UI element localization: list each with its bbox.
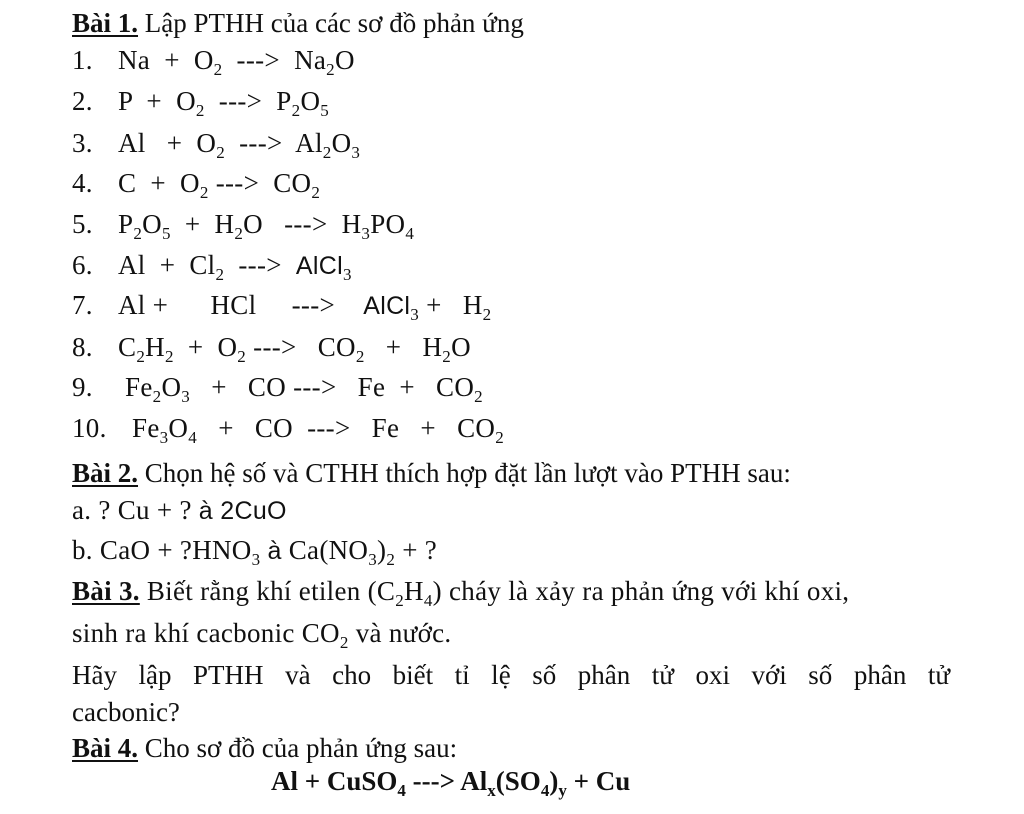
formula-text: + xyxy=(190,372,248,402)
bai4-eq-s2: x xyxy=(487,781,496,800)
formula-text: Al + xyxy=(118,290,169,320)
equation-number: 7. xyxy=(72,290,93,320)
formula-text: AlCl xyxy=(295,252,343,280)
subscript: 2 xyxy=(164,347,174,366)
formula-text: H xyxy=(462,290,483,320)
subscript: 2 xyxy=(213,60,223,79)
formula-text: CO xyxy=(436,372,475,402)
bai4-eq-p1: Al + CuSO xyxy=(271,766,398,796)
bai3-label: Bài 3. xyxy=(72,576,140,606)
subscript: 3 xyxy=(351,143,361,162)
subscript: 2 xyxy=(355,347,365,366)
subscript: 2 xyxy=(326,60,335,79)
bai1-equation-10 xyxy=(72,413,504,447)
bai3-line2-sub: 2 xyxy=(339,633,349,652)
bai3-line4: cacbonic? xyxy=(72,697,180,727)
subscript: 2 xyxy=(495,428,504,447)
formula-text: CO xyxy=(457,413,496,443)
bai2-b-sub3: 2 xyxy=(386,550,396,569)
formula-text: ---> xyxy=(225,128,296,158)
bai3-line1b: H xyxy=(404,576,424,606)
formula-text: O xyxy=(243,209,263,239)
formula-text: H xyxy=(214,209,235,239)
bai2-b-rest3: + ? xyxy=(395,535,438,565)
subscript: 2 xyxy=(322,143,332,162)
formula-text: Fe + xyxy=(343,372,437,402)
bai3-line3: Hãy lập PTHH và cho biết tỉ lệ số phân tử oxi với số phân tử xyxy=(72,660,950,690)
formula-text: ---> xyxy=(224,250,296,280)
formula-text: Fe xyxy=(132,413,160,443)
formula-text: C xyxy=(118,168,137,198)
subscript: 4 xyxy=(188,428,198,447)
formula-text: + xyxy=(173,332,218,362)
bai1-equation-5 xyxy=(72,209,415,243)
equation-number: 1. xyxy=(72,45,93,75)
bai1-heading xyxy=(72,10,524,37)
formula-text: + xyxy=(364,332,423,362)
bai3-line2b: và nước. xyxy=(348,618,452,648)
bai2-b-rest1: Ca(NO xyxy=(281,535,369,565)
formula-text: Na xyxy=(294,45,327,75)
bai4-label: Bài 4. xyxy=(72,733,139,763)
formula-text: + xyxy=(136,168,181,198)
bai1-equation-8 xyxy=(72,332,471,366)
bai2-title: Chọn hệ số và CTHH thích hợp đặt lần lượt vào PTHH sau: xyxy=(138,458,791,488)
bai4-eq-p5: + Cu xyxy=(566,766,631,796)
subscript: 2 xyxy=(291,101,301,120)
formula-text: ---> xyxy=(204,86,277,116)
formula-text: Cl xyxy=(189,250,216,280)
equation-number: 4. xyxy=(72,168,93,198)
equation-number: 6. xyxy=(72,250,93,280)
bai3-line2 xyxy=(72,618,452,652)
formula-text: P xyxy=(118,209,134,239)
subscript: 3 xyxy=(361,224,371,243)
formula-text: HCl ---> xyxy=(168,290,364,320)
bai2-item-a xyxy=(72,497,287,524)
bai2-heading xyxy=(72,460,791,487)
bai3-line1-sub2: 4 xyxy=(423,591,433,610)
equation-number: 8. xyxy=(72,332,93,362)
equation-number: 3. xyxy=(72,128,93,158)
bai4-eq-p4: ) xyxy=(549,766,559,796)
subscript: 2 xyxy=(136,347,146,366)
bai4-eq-p3: (SO xyxy=(495,766,541,796)
equation-number: 10. xyxy=(72,413,107,443)
subscript: 2 xyxy=(474,387,483,406)
equation-number: 9. xyxy=(72,372,93,402)
formula-text: O xyxy=(180,168,200,198)
subscript: 2 xyxy=(216,143,226,162)
formula-text: CO ---> xyxy=(247,372,344,402)
bai2-b-sub1: 3 xyxy=(251,550,261,569)
bai4-eq-s4: y xyxy=(558,781,567,800)
formula-text: C xyxy=(118,332,137,362)
formula-text: PO xyxy=(370,209,406,239)
subscript: 3 xyxy=(181,387,191,406)
formula-text: O xyxy=(168,413,189,443)
formula-text: ---> xyxy=(246,332,318,362)
bai3-line2a: sinh ra khí cacbonic CO xyxy=(72,618,340,648)
formula-text: + xyxy=(419,290,463,320)
bai1-equation-9 xyxy=(72,372,483,406)
formula-text: ---> xyxy=(208,168,274,198)
formula-text: O xyxy=(217,332,238,362)
bai2-b-sub2: 3 xyxy=(368,550,378,569)
formula-text: O xyxy=(196,128,217,158)
subscript: 4 xyxy=(405,224,415,243)
bai1-equation-4 xyxy=(72,168,321,202)
subscript: 3 xyxy=(159,428,169,447)
formula-text: P xyxy=(276,86,292,116)
formula-text: Fe xyxy=(118,372,153,402)
formula-text: O xyxy=(176,86,196,116)
formula-text: Na xyxy=(118,45,151,75)
formula-text: Al xyxy=(295,128,323,158)
formula-text: AlCl xyxy=(363,292,411,320)
equation-number: 5. xyxy=(72,209,93,239)
formula-text: O xyxy=(193,45,214,75)
formula-text: + xyxy=(132,86,177,116)
formula-text: O xyxy=(334,45,355,75)
formula-text: O xyxy=(142,209,162,239)
bai3-line1a: Biết rằng khí etilen (C xyxy=(139,576,396,606)
formula-text: CO xyxy=(273,168,312,198)
formula-text: + xyxy=(170,209,215,239)
bai2-label: Bài 2. xyxy=(72,458,139,488)
formula-text: H xyxy=(341,209,362,239)
bai3-line1-sub1: 2 xyxy=(395,591,405,610)
formula-text: O xyxy=(300,86,321,116)
subscript: 2 xyxy=(482,305,492,324)
bai3-line1 xyxy=(72,576,850,610)
bai4-title: Cho sơ đồ của phản ứng sau: xyxy=(138,733,458,763)
formula-text: + xyxy=(150,45,194,75)
subscript: 5 xyxy=(161,224,171,243)
formula-text: H xyxy=(422,332,443,362)
bai2-b-arrow: à xyxy=(267,537,282,565)
bai2-b-rest2: ) xyxy=(377,535,387,565)
formula-text: ---> xyxy=(222,45,295,75)
subscript: 2 xyxy=(311,183,321,202)
bai1-equation-7 xyxy=(72,290,492,324)
formula-text: P xyxy=(118,86,133,116)
bai2-item-b xyxy=(72,535,438,569)
bai1-label: Bài 1. xyxy=(72,8,139,38)
subscript: 5 xyxy=(320,101,330,120)
formula-text: CO ---> xyxy=(254,413,358,443)
equation-number: 2. xyxy=(72,86,93,116)
subscript: 2 xyxy=(195,101,205,120)
subscript: 2 xyxy=(152,387,162,406)
bai2-a-rest: 2CuO xyxy=(213,497,287,525)
bai2-a-arrow: à xyxy=(198,497,214,525)
formula-text: + xyxy=(197,413,255,443)
subscript: 2 xyxy=(234,224,244,243)
subscript: 3 xyxy=(410,305,420,324)
subscript: 2 xyxy=(237,347,247,366)
formula-text: CO xyxy=(317,332,356,362)
subscript: 2 xyxy=(199,183,209,202)
formula-text: O xyxy=(451,332,471,362)
subscript: 2 xyxy=(442,347,452,366)
formula-text: H xyxy=(145,332,165,362)
formula-text: Fe + xyxy=(357,413,458,443)
formula-text: ---> xyxy=(262,209,342,239)
formula-text: + xyxy=(145,250,190,280)
bai4-eq-p2: ---> Al xyxy=(405,766,488,796)
bai4-eq-s3: 4 xyxy=(540,781,550,800)
subscript: 3 xyxy=(342,265,352,284)
bai4-equation xyxy=(271,766,631,800)
bai1-equation-3 xyxy=(72,128,361,162)
formula-text: + xyxy=(145,128,197,158)
subscript: 2 xyxy=(133,224,143,243)
bai2-a-lead: a. ? Cu + ? xyxy=(72,495,199,525)
bai1-equation-6 xyxy=(72,250,352,284)
bai1-equation-2 xyxy=(72,86,330,120)
bai1-title: Lập PTHH của các sơ đồ phản ứng xyxy=(138,8,524,38)
subscript: 2 xyxy=(215,265,225,284)
bai1-equation-1 xyxy=(72,45,355,79)
formula-text: O xyxy=(161,372,182,402)
formula-text: O xyxy=(331,128,352,158)
bai3-line1c: ) cháy là xảy ra phản ứng với khí oxi, xyxy=(432,576,850,606)
formula-text: Al xyxy=(118,250,146,280)
bai2-b-lead: b. CaO + ?HNO xyxy=(72,535,252,565)
formula-text: Al xyxy=(118,128,146,158)
bai4-heading xyxy=(72,735,457,762)
bai4-eq-s1: 4 xyxy=(397,781,406,800)
